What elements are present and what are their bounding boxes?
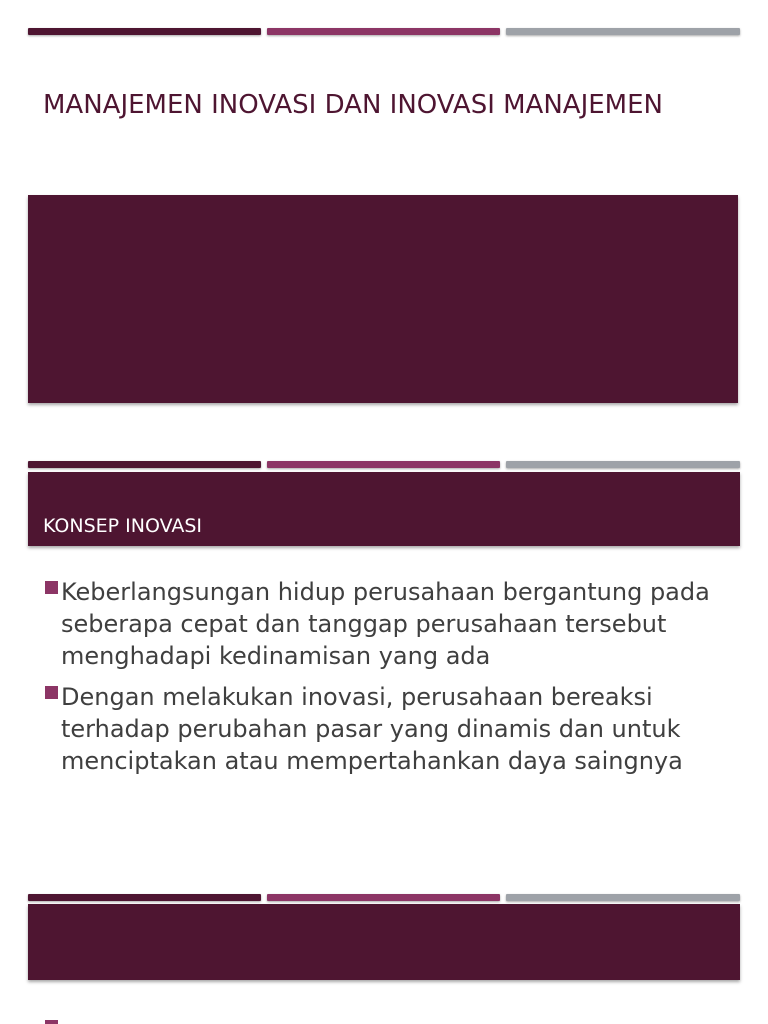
slide3-bullet-list-cropped bbox=[44, 1016, 734, 1024]
slide2-bullet-list bbox=[44, 576, 734, 786]
stripe-magenta bbox=[267, 894, 500, 901]
stripe-gray bbox=[506, 894, 740, 901]
bullet-text: Dengan melakukan inovasi, perusahaan bereaksi terhadap perubahan pasar yang dinamis dan untuk menciptakan atau mempertahankan daya saingnya bbox=[61, 683, 683, 775]
square-bullet-icon bbox=[45, 686, 58, 699]
slide2-title: KONSEP INOVASI bbox=[43, 515, 203, 537]
stripe-dark bbox=[28, 28, 261, 35]
slide1-color-panel bbox=[28, 195, 738, 403]
stripe-magenta bbox=[267, 28, 500, 35]
slide1-stripe-bar bbox=[28, 28, 740, 36]
slide3-header-panel bbox=[28, 904, 740, 980]
stripe-gray bbox=[506, 28, 740, 35]
square-bullet-icon bbox=[45, 581, 58, 594]
square-bullet-icon bbox=[45, 1020, 58, 1024]
stripe-dark bbox=[28, 894, 261, 901]
stripe-magenta bbox=[267, 461, 500, 468]
list-item bbox=[44, 681, 734, 777]
stripe-dark bbox=[28, 461, 261, 468]
slide2-stripe-bar bbox=[28, 461, 740, 469]
list-item bbox=[44, 576, 734, 672]
stripe-gray bbox=[506, 461, 740, 468]
slide1-title: MANAJEMEN INOVASI DAN INOVASI MANAJEMEN bbox=[43, 90, 663, 120]
slide3-stripe-bar bbox=[28, 894, 740, 902]
bullet-text: Keberlangsungan hidup perusahaan bergantung pada seberapa cepat dan tanggap perusahaan tersebut menghadapi kedinamisan yang ada bbox=[61, 578, 710, 670]
